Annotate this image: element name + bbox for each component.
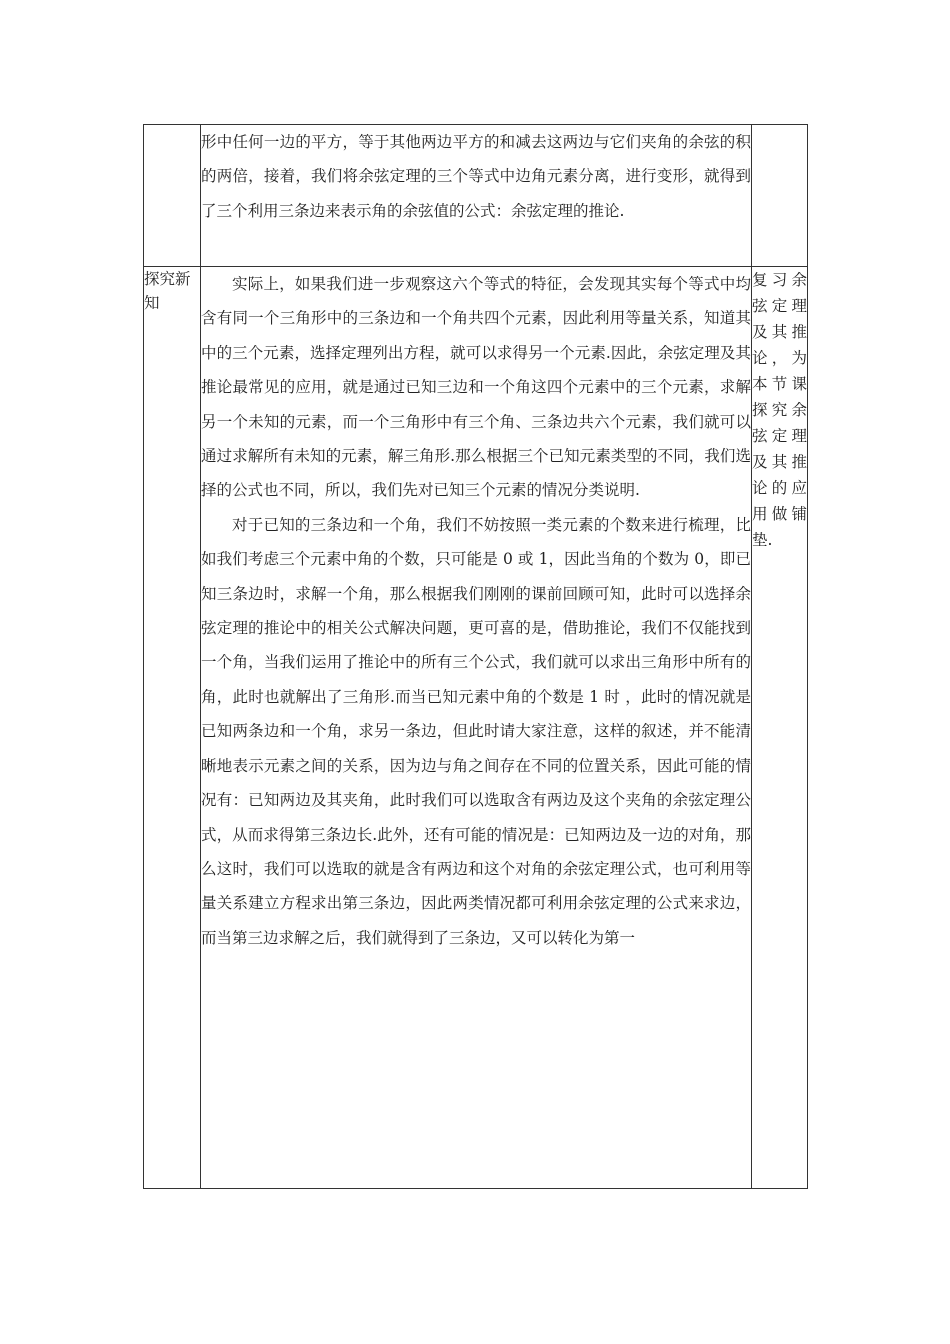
design-intent-cell [752, 267, 808, 1189]
content-paragraph: 对于已知的三条边和一个角，我们不妨按照一类元素的个数来进行梳理，比如我们考虑三个元素中角的个数，只可能是 0 或 1，因此当角的个数为 0，即已知三条边时，求解一个角，那么根据我们刚刚的课前回顾可知，此时可以选择余弦定理的推论中的相关公式解决问题，更可喜的是，借助推论，我们不仅能找到一个角，当我们运用了推论中的所有三个公式，我们就可以求出三角形中所有的角，此时也就解出了三角形.而当已知元素中角的个数是 1 时 ，此时的情况就是已知两条边和一个角，求另一条边，但此时请大家注意，这样的叙述，并不能清晰地表示元素之间的关系，因为边与角之间存在不同的位置关系，因此可能的情况有：已知两边及其夹角，此时我们可以选取含有两边及这个夹角的余弦定理公式，从而求得第三条边长.此外，还有可能的情况是：已知两边及一边的对角，那么这时，我们可以选取的就是含有两边和这个对角的余弦定理公式，也可利用等量关系建立方程求出第三条边，因此两类情况都可利用余弦定理的公式来求边，而当第三边求解之后，我们就得到了三条边，又可以转化为第一 [201, 515, 751, 947]
content-paragraph: 实际上，如果我们进一步观察这六个等式的特征，会发现其实每个等式中均含有同一个三角形中的三条边和一个角共四个元素，因此利用等量关系，知道其中的三个元素，选择定理列出方程，就可以求得另一个元素.因此，余弦定理及其推论最常见的应用，就是通过已知三边和一个角这四个元素中的三个元素，求解另一个未知的元素，而一个三角形中有三个角、三条边共六个元素，我们就可以通过求解所有未知的元素，解三角形.那么根据三个已知元素类型的不同，我们选择的公式也不同，所以，我们先对已知三个元素的情况分类说明. [201, 275, 751, 500]
lesson-table [143, 124, 808, 1189]
content-cell [201, 267, 752, 1189]
content-paragraph: 形中任何一边的平方，等于其他两边平方的和减去这两边与它们夹角的余弦的积的两倍，接着，我们将余弦定理的三个等式中边角元素分离，进行变形，就得到了三个利用三条边来表示角的余弦值的公式：余弦定理的推论. [201, 133, 751, 220]
table-row [144, 125, 808, 267]
design-intent-text: 复习余弦定理及其推论，为本节课探究余弦定理及其推论的应用做铺垫. [752, 271, 807, 549]
stage-label: 探究新知 [144, 270, 191, 312]
stage-label-cell [144, 125, 201, 267]
design-intent-cell [752, 125, 808, 267]
stage-label-cell [144, 267, 201, 1189]
content-cell [201, 125, 752, 267]
table-row [144, 267, 808, 1189]
